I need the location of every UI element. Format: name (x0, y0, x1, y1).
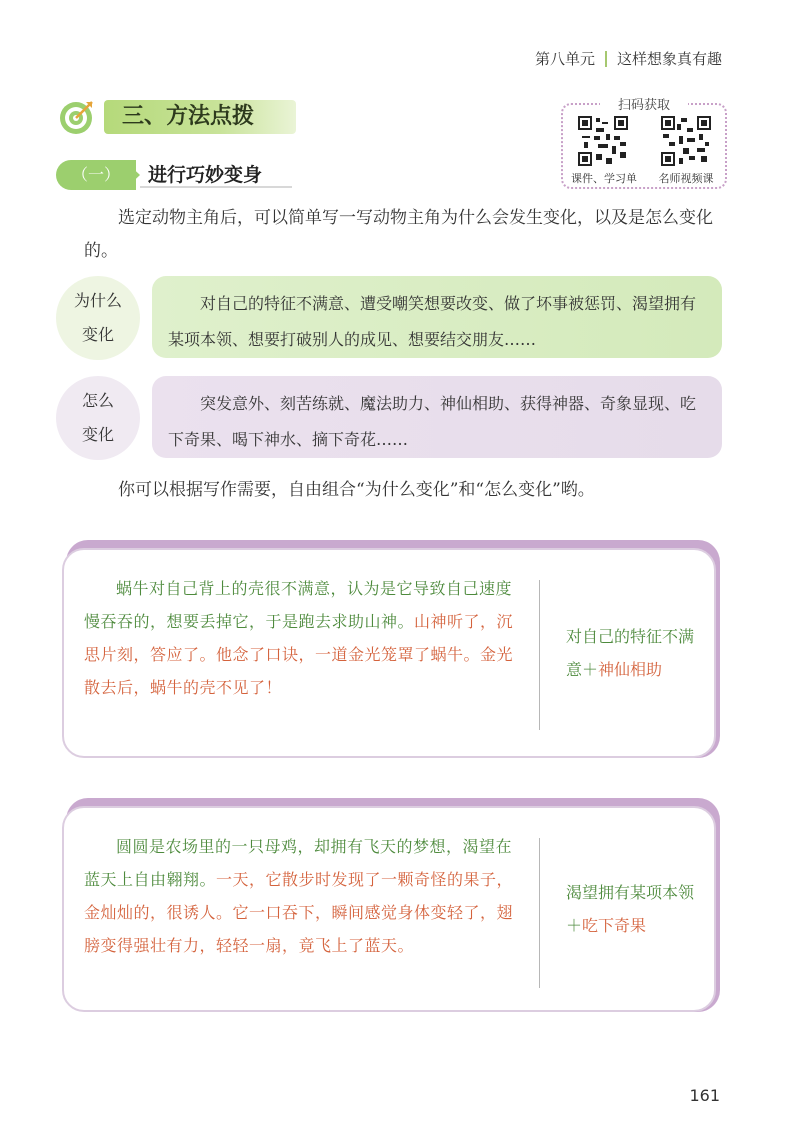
subsection-arrow (124, 160, 140, 190)
subsection-tag: （一） (56, 160, 136, 190)
page-header (535, 48, 722, 69)
qr-code-courseware[interactable] (578, 116, 628, 166)
combine-paragraph: 你可以根据写作需要，自由组合“为什么变化”和“怎么变化”哟。 (118, 480, 595, 500)
example-2-text-green: 圆圆是农场里的一只母鸡，却拥有飞天的梦想，渴望在蓝天上自由翱翔。 (84, 837, 513, 889)
how-label (56, 376, 140, 460)
example-1-text-green: 蜗牛对自己背上的壳很不满意，认为是它导致自己速度慢吞吞的，想要丢掉它，于是跑去求助山神。 (84, 579, 513, 631)
example-2-side-orange: 吃下奇果 (582, 916, 647, 935)
example-1-divider (539, 580, 540, 730)
example-1-summary (566, 620, 706, 686)
header-divider (605, 51, 607, 67)
example-1-plus: ＋ (582, 660, 599, 679)
example-2-text-orange: 一天，它散步时发现了一颗奇怪的果子，金灿灿的，很诱人。它一口吞下，瞬间感觉身体变轻了，翅膀变得强壮有力，轻轻一扇，竟飞上了蓝天。 (84, 870, 514, 955)
intro-paragraph: 选定动物主角后，可以简单写一写动物主角为什么会发生变化，以及是怎么变化的。 (84, 208, 713, 261)
how-label-line1: 怎么 (81, 391, 114, 410)
unit-label: 第八单元 (534, 50, 595, 68)
example-2-divider (539, 838, 540, 988)
qr-title: 扫码获取 (600, 94, 688, 113)
example-2-summary (566, 876, 706, 942)
how-panel: 突发意外、刻苦练就、魔法助力、神仙相助、获得神器、奇象显现、吃下奇果、喝下神水、摘下奇花…… (152, 376, 722, 458)
page-number: 161 (689, 1086, 720, 1105)
why-label (56, 276, 140, 360)
example-1-side-orange: 神仙相助 (598, 660, 663, 679)
example-2-plus: ＋ (566, 916, 583, 935)
qr-label-courseware: 课件、学习单 (571, 172, 637, 185)
target-icon (58, 96, 98, 136)
why-label-line1: 为什么 (73, 291, 122, 310)
qr-code-video[interactable] (661, 116, 711, 166)
why-label-line2: 变化 (81, 325, 114, 344)
how-label-line2: 变化 (81, 425, 114, 444)
section-title: 三、方法点拨 (104, 100, 296, 134)
example-card-1 (62, 548, 716, 758)
example-1-text-orange: 山神听了，沉思片刻，答应了。他念了口诀，一道金光笼罩了蜗牛。金光散去后，蜗牛的壳不见了！ (84, 612, 514, 697)
subsection-underline (140, 186, 292, 188)
qr-label-video: 名师视频课 (658, 172, 714, 185)
why-panel: 对自己的特征不满意、遭受嘲笑想要改变、做了坏事被惩罚、渴望拥有某项本领、想要打破别人的成见、想要结交朋友…… (152, 276, 722, 358)
subsection-title: 进行巧妙变身 (148, 164, 263, 186)
example-1-side-green: 对自己的特征不满意 (566, 627, 695, 679)
example-2-side-green: 渴望拥有某项本领 (566, 883, 695, 902)
example-1-story (84, 572, 524, 704)
unit-title: 这样想象真有趣 (616, 50, 722, 68)
example-2-story (84, 830, 524, 962)
example-card-2 (62, 806, 716, 1012)
